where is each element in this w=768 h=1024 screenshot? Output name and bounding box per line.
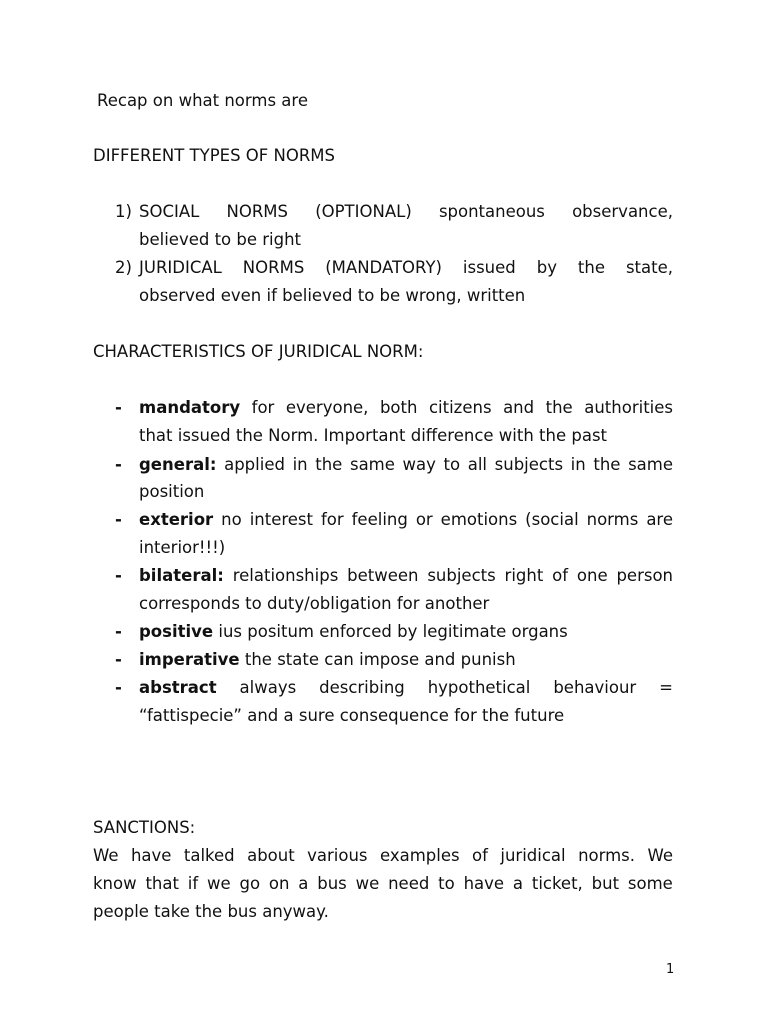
word: always [239, 678, 297, 697]
characteristic-line [139, 455, 673, 475]
characteristic-line [139, 566, 673, 586]
word: ticket, [531, 874, 583, 893]
word: both [379, 398, 418, 417]
word: (MANDATORY) [325, 258, 442, 277]
word: authorities [584, 398, 673, 417]
word: the [315, 455, 343, 474]
sanctions-paragraph-line [93, 874, 673, 894]
characteristic-term: general: [139, 455, 217, 474]
word: everyone, [285, 398, 369, 417]
norm-type-line: observed even if believed to be wrong, written [139, 286, 526, 305]
word: that [145, 874, 179, 893]
bullet-dash: - [115, 455, 122, 474]
word: talked [183, 846, 235, 865]
characteristic-line: “fattispecie” and a sure consequence for the future [139, 706, 565, 725]
word: if [187, 874, 199, 893]
word: no [221, 510, 242, 529]
bullet-dash: - [115, 678, 122, 697]
word: various [307, 846, 368, 865]
characteristic-line [139, 678, 673, 698]
word: a [298, 874, 309, 893]
word: right [504, 566, 544, 585]
word: between [347, 566, 419, 585]
characteristic-line: interior!!!) [139, 538, 226, 557]
word: hypothetical [427, 678, 531, 697]
word: about [247, 846, 295, 865]
word: the [577, 258, 605, 277]
word: citizens [428, 398, 492, 417]
bullet-dash: - [115, 510, 122, 529]
word: to [443, 455, 461, 474]
word: for [320, 510, 344, 529]
characteristic-term: imperative [139, 650, 240, 669]
norm-type-line [139, 202, 673, 222]
word: norms. [578, 846, 636, 865]
sanctions-paragraph-line: people take the bus anyway. [93, 902, 329, 921]
word: applied [224, 455, 285, 474]
characteristic-term: mandatory [139, 398, 241, 417]
word: NORMS [242, 258, 305, 277]
word: We [93, 846, 119, 865]
word: emotions [440, 510, 518, 529]
word: of [472, 846, 488, 865]
characteristic-line [139, 622, 568, 642]
characteristic-text: ius positum enforced by legitimate organs [218, 622, 568, 641]
word: (social [525, 510, 579, 529]
word: bus [317, 874, 347, 893]
page-number: 1 [666, 962, 675, 977]
word: to [438, 874, 455, 893]
list-number: 1) [115, 202, 132, 221]
word: and [503, 398, 535, 417]
word: state, [625, 258, 673, 277]
bullet-dash: - [115, 622, 122, 641]
word: way [402, 455, 436, 474]
page-heading: Recap on what norms are [97, 91, 308, 110]
characteristic-term: positive [139, 622, 214, 641]
word: know [93, 874, 137, 893]
word: we [207, 874, 231, 893]
word: person [616, 566, 673, 585]
word: behaviour [553, 678, 637, 697]
types-section-title: DIFFERENT TYPES OF NORMS [93, 146, 336, 165]
word: observance, [572, 202, 673, 221]
word: (OPTIONAL) [315, 202, 412, 221]
word: some [627, 874, 673, 893]
word: are [646, 510, 673, 529]
characteristic-term: exterior [139, 510, 214, 529]
characteristic-line: corresponds to duty/obligation for another [139, 594, 490, 613]
word: feeling [351, 510, 408, 529]
word: relationships [232, 566, 339, 585]
list-number: 2) [115, 258, 132, 277]
characteristic-line: that issued the Norm. Important difference with the past [139, 426, 608, 445]
bullet-dash: - [115, 566, 122, 585]
characteristic-term: abstract [139, 678, 217, 697]
word: in [292, 455, 308, 474]
norm-type-line: believed to be right [139, 230, 302, 249]
word: issued [462, 258, 516, 277]
characteristics-section-title: CHARACTERISTICS OF JURIDICAL NORM: [93, 342, 424, 361]
word: subjects [494, 455, 564, 474]
word: same [628, 455, 673, 474]
characteristic-line [139, 398, 673, 418]
word: but [591, 874, 620, 893]
word: norms [586, 510, 639, 529]
word: on [268, 874, 290, 893]
word: for [251, 398, 275, 417]
word: a [512, 874, 524, 893]
word: NORMS [226, 202, 289, 221]
characteristic-text: the state can impose and punish [244, 650, 516, 669]
word: or [415, 510, 433, 529]
sanctions-paragraph-line [93, 846, 673, 866]
characteristic-line: position [139, 482, 205, 501]
word: subjects [427, 566, 496, 585]
bullet-dash: - [115, 398, 122, 417]
word: examples [379, 846, 460, 865]
word: SOCIAL [139, 202, 200, 221]
norm-type-line [139, 258, 673, 278]
word: we [355, 874, 380, 893]
word: have [130, 846, 172, 865]
word: have [463, 874, 505, 893]
word: We [647, 846, 673, 865]
characteristic-term: bilateral: [139, 566, 224, 585]
word: all [467, 455, 488, 474]
word: in [570, 455, 586, 474]
word: the [545, 398, 573, 417]
characteristic-line [139, 510, 673, 530]
sanctions-section-title: SANCTIONS: [93, 818, 196, 837]
word: of [552, 566, 569, 585]
word: need [388, 874, 430, 893]
word: go [239, 874, 261, 893]
word: the [593, 455, 621, 474]
word: spontaneous [438, 202, 545, 221]
characteristic-line [139, 650, 516, 670]
word: one [576, 566, 608, 585]
word: describing [319, 678, 405, 697]
word: interest [249, 510, 313, 529]
word: = [659, 678, 673, 697]
bullet-dash: - [115, 650, 122, 669]
word: juridical [500, 846, 566, 865]
word: JURIDICAL [139, 258, 222, 277]
word: same [349, 455, 395, 474]
word: by [536, 258, 557, 277]
